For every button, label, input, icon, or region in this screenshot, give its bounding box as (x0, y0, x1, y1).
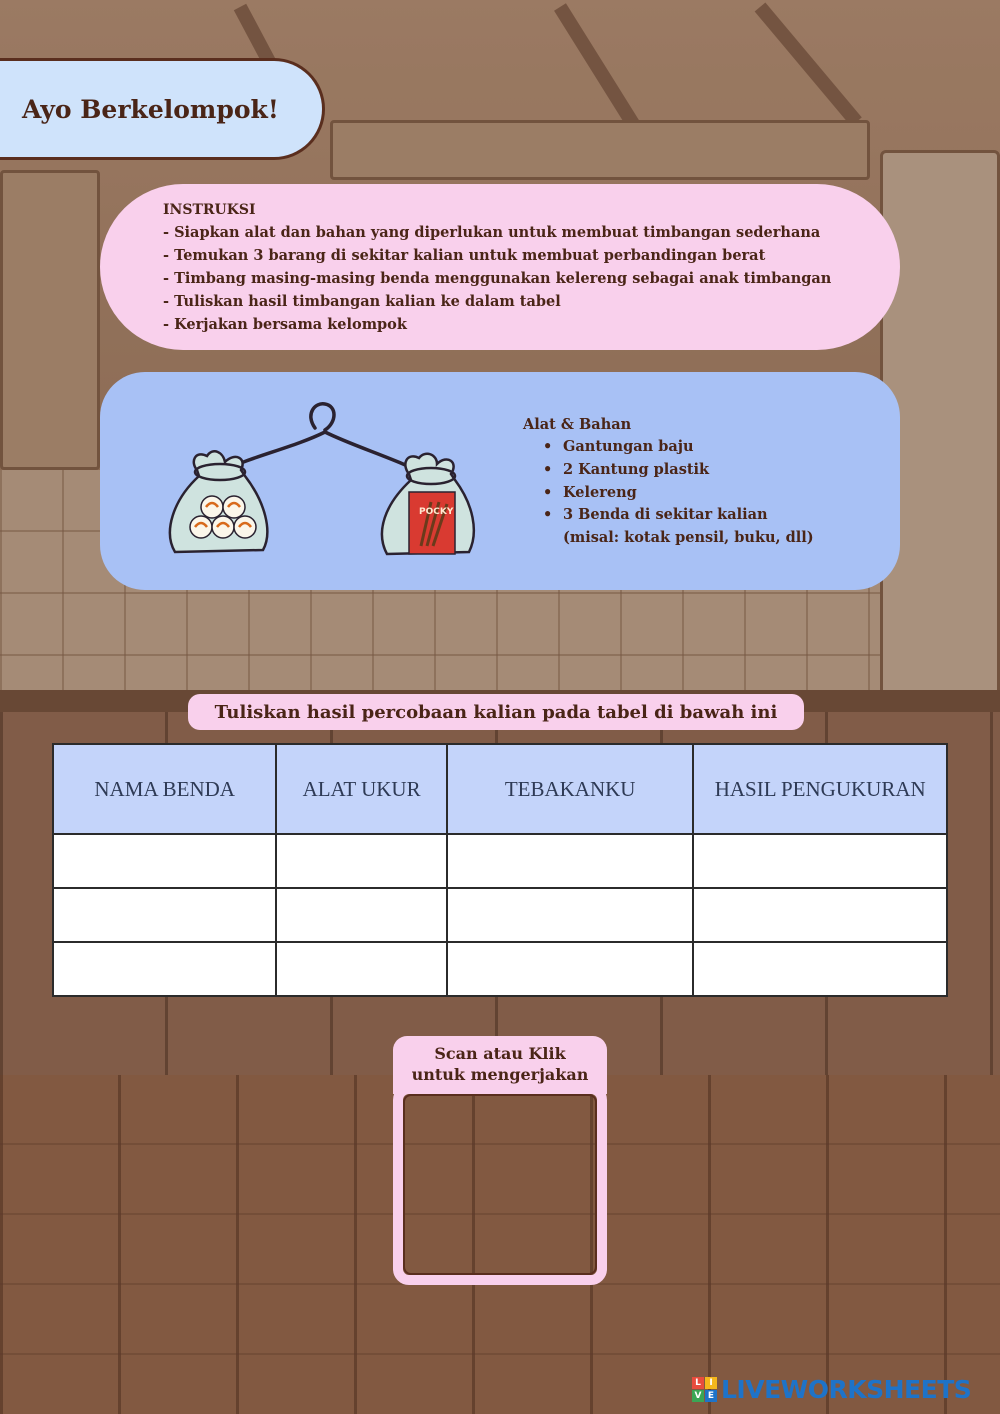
scan-qr-area[interactable] (393, 1084, 607, 1285)
table-cell-input[interactable] (693, 834, 947, 888)
table-caption: Tuliskan hasil percobaan kalian pada tabel di bawah ini (188, 694, 804, 730)
instruction-item: - Siapkan alat dan bahan yang diperlukan untuk membuat timbangan sederhana (163, 224, 821, 241)
logo-letter: I (705, 1377, 717, 1389)
logo-letter: E (705, 1390, 717, 1402)
table-cell-input[interactable] (53, 834, 276, 888)
hanger-scale-illustration (155, 392, 505, 572)
table-cell-input[interactable] (447, 888, 694, 942)
scan-label-line1: Scan atau Klik (434, 1044, 566, 1063)
material-item: • 2 Kantung plastik (543, 459, 814, 482)
header-alat-ukur: ALAT UKUR (276, 744, 447, 834)
material-item: • Gantungan baju (543, 436, 814, 459)
instruction-item: - Tuliskan hasil timbangan kalian ke dalam tabel (163, 293, 561, 310)
instruction-item: - Temukan 3 barang di sekitar kalian untuk membuat perbandingan berat (163, 247, 766, 264)
instructions-heading: INSTRUKSI (163, 202, 256, 218)
table-row (53, 888, 947, 942)
table-cell-input[interactable] (53, 888, 276, 942)
instruction-item: - Kerjakan bersama kelompok (163, 316, 407, 333)
hanger-icon (225, 404, 423, 474)
table-cell-input[interactable] (693, 888, 947, 942)
title-tab (0, 58, 325, 160)
box-label: POCKY (419, 507, 454, 517)
materials-panel (100, 372, 900, 590)
material-item: • Kelereng (543, 482, 814, 505)
header-tebakanku: TEBAKANKU (447, 744, 694, 834)
liveworksheets-brand[interactable] (692, 1374, 971, 1404)
table-header-row (53, 744, 947, 834)
table-cell-input[interactable] (276, 834, 447, 888)
header-nama-benda: NAMA BENDA (53, 744, 276, 834)
table-cell-input[interactable] (693, 942, 947, 996)
logo-letter: L (692, 1377, 704, 1389)
logo-letter: V (692, 1390, 704, 1402)
table-row (53, 942, 947, 996)
liveworksheets-logo-icon (692, 1377, 717, 1402)
table-row (53, 834, 947, 888)
materials-list (523, 414, 814, 549)
page-title: Ayo Berkelompok! (22, 94, 279, 124)
header-hasil-pengukuran: HASIL PENGUKURAN (693, 744, 947, 834)
table-cell-input[interactable] (276, 942, 447, 996)
brand-name: LIVEWORKSHEETS (721, 1374, 972, 1404)
material-item: • 3 Benda di sekitar kalian (543, 504, 814, 527)
plastic-bag-box-icon (382, 454, 474, 554)
instruction-item: - Timbang masing-masing benda menggunakan kelereng sebagai anak timbangan (163, 270, 832, 287)
scan-label-line2: untuk mengerjakan (411, 1065, 589, 1084)
table-cell-input[interactable] (53, 942, 276, 996)
material-note: (misal: kotak pensil, buku, dll) (563, 529, 814, 547)
results-table (52, 743, 948, 997)
table-cell-input[interactable] (276, 888, 447, 942)
materials-title: Alat & Bahan (523, 416, 632, 433)
table-cell-input[interactable] (447, 942, 694, 996)
scan-qr-frame (403, 1094, 597, 1275)
plastic-bag-marbles-icon (170, 451, 267, 552)
table-cell-input[interactable] (447, 834, 694, 888)
instructions-panel (100, 184, 900, 350)
